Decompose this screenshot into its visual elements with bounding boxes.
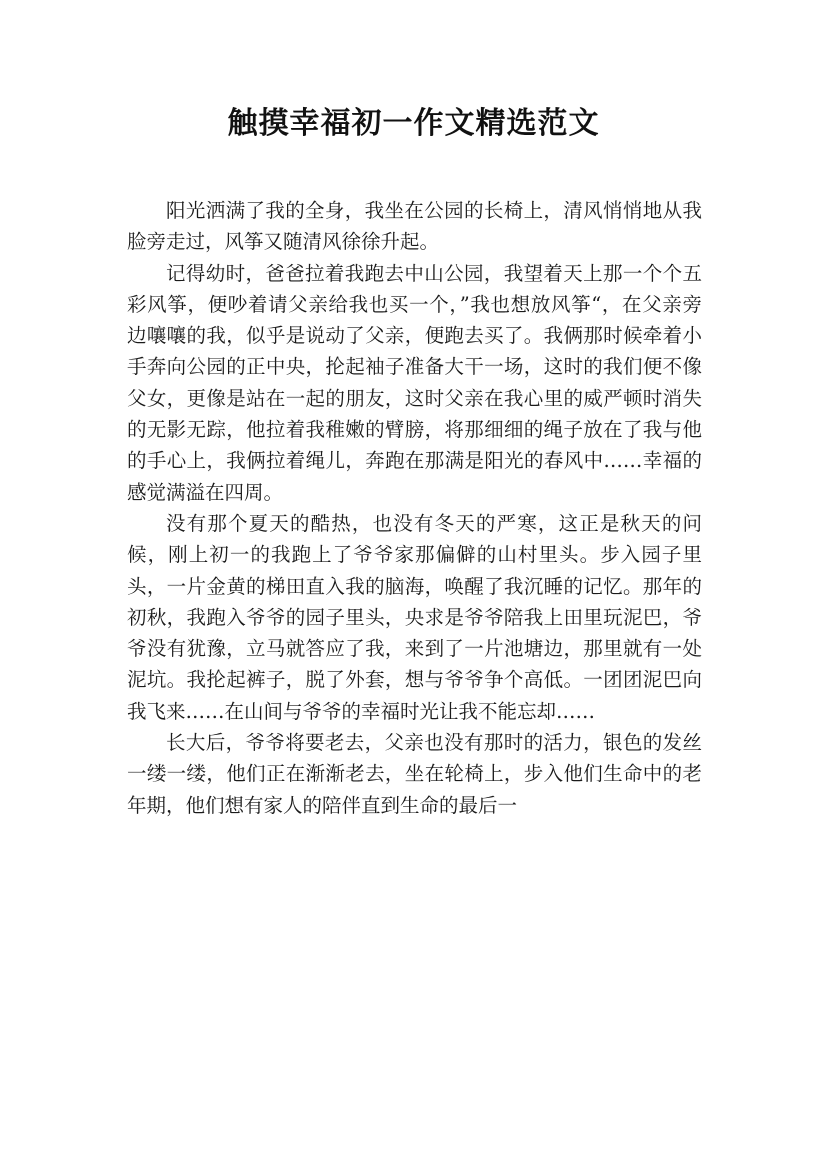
paragraph-1: 阳光洒满了我的全身，我坐在公园的长椅上，清风悄悄地从我脸旁走过，风筝又随清风徐徐升起。 [127, 199, 702, 254]
paragraph-2: 记得幼时，爸爸拉着我跑去中山公园，我望着天上那一个个五彩风筝，便吵着请父亲给我也买一个，”我也想放风筝“，在父亲旁边嚷嚷的我，似乎是说动了父亲，便跑去买了。我俩那时候牵着小手奔向公园的正中央，抡起袖子准备大干一场，这时的我们便不像父女，更像是站在一起的朋友，这时父亲在我心里的威严顿时消失的无影无踪，他拉着我稚嫩的臂膀，将那细细的绳子放在了我与他的手心上，我俩拉着绳儿，奔跑在那满是阳光的春风中……幸福的感觉满溢在四周。 [127, 261, 702, 504]
paragraph-4: 长大后，爷爷将要老去，父亲也没有那时的活力，银色的发丝一缕一缕，他们正在渐渐老去，坐在轮椅上，步入他们生命中的老年期，他们想有家人的陪伴直到生命的最后一 [127, 731, 702, 817]
document-title: 触摸幸福初一作文精选范文 [227, 106, 600, 141]
document-body [127, 195, 702, 821]
paragraph-3: 没有那个夏天的酷热，也没有冬天的严寒，这正是秋天的问候，刚上初一的我跑上了爷爷家那偏僻的山村里头。步入园子里头，一片金黄的梯田直入我的脑海，唤醒了我沉睡的记忆。那年的初秋，我跑入爷爷的园子里头，央求是爷爷陪我上田里玩泥巴，爷爷没有犹豫，立马就答应了我，来到了一片池塘边，那里就有一处泥坑。我抡起裤子，脱了外套，想与爷爷争个高低。一团团泥巴向我飞来……在山间与爷爷的幸福时光让我不能忘却…… [127, 511, 702, 723]
